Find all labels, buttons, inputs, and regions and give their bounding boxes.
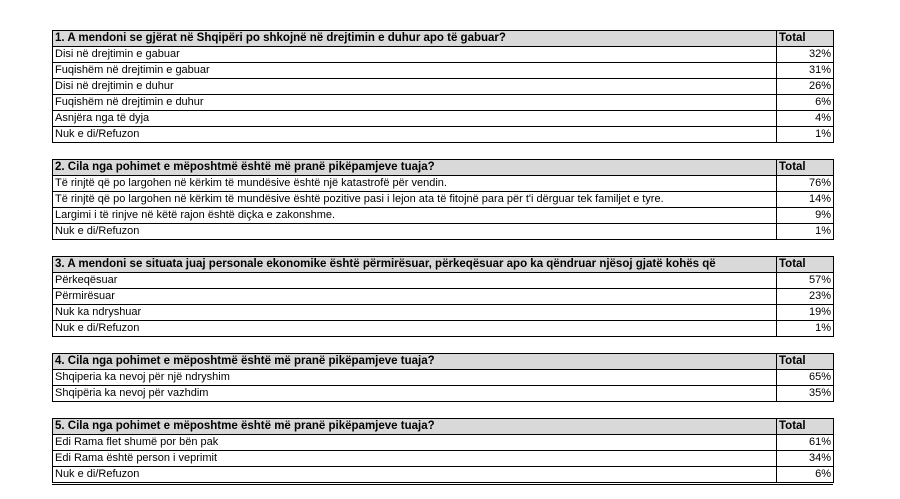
table-row xyxy=(53,370,834,386)
question-text: 4. Cila nga pohimet e mëposhtmë është më pranë pikëpamjeve tuaja? xyxy=(53,354,777,370)
table-row xyxy=(53,305,834,321)
survey-document xyxy=(52,30,833,499)
answer-label: Fuqishëm në drejtimin e gabuar xyxy=(53,63,777,79)
answer-label: Nuk e di/Refuzon xyxy=(53,467,777,483)
question-table-5 xyxy=(52,418,834,483)
answer-value: 1% xyxy=(777,321,834,337)
table-row xyxy=(53,47,834,63)
total-header: Total xyxy=(777,257,834,273)
answer-label: Disi në drejtimin e duhur xyxy=(53,79,777,95)
total-header: Total xyxy=(777,419,834,435)
answer-value: 61% xyxy=(777,435,834,451)
question-header xyxy=(53,257,834,273)
question-header xyxy=(53,419,834,435)
answer-label: Shqipëria ka nevoj për vazhdim xyxy=(53,386,777,402)
table-row xyxy=(53,95,834,111)
question-text: 5. Cila nga pohimet e mëposhtme është më pranë pikëpamjeve tuaja? xyxy=(53,419,777,435)
question-header xyxy=(53,160,834,176)
answer-value: 1% xyxy=(777,127,834,143)
table-row xyxy=(53,79,834,95)
total-header: Total xyxy=(777,31,834,47)
answer-label: Të rinjtë që po largohen në kërkim të mundësive është pozitive pasi i lejon ata të fitojnë para për t'i dërguar tek familjet e tyre. xyxy=(53,192,777,208)
table-row xyxy=(53,127,834,143)
answer-value: 31% xyxy=(777,63,834,79)
answer-value: 6% xyxy=(777,95,834,111)
answer-label: Nuk e di/Refuzon xyxy=(53,224,777,240)
answer-label: Nuk ka ndryshuar xyxy=(53,305,777,321)
total-header: Total xyxy=(777,160,834,176)
answer-value: 26% xyxy=(777,79,834,95)
table-row xyxy=(53,208,834,224)
table-row xyxy=(53,176,834,192)
answer-label: Nuk e di/Refuzon xyxy=(53,127,777,143)
total-header: Total xyxy=(777,354,834,370)
table-row xyxy=(53,435,834,451)
answer-label: Edi Rama flet shumë por bën pak xyxy=(53,435,777,451)
question-table-4 xyxy=(52,353,834,402)
answer-label: Përmirësuar xyxy=(53,289,777,305)
question-text: 3. A mendoni se situata juaj personale ekonomike është përmirësuar, përkeqësuar apo ka qëndruar njësoj gjatë kohës që xyxy=(53,257,777,273)
answer-value: 34% xyxy=(777,451,834,467)
question-text: 1. A mendoni se gjërat në Shqipëri po shkojnë në drejtimin e duhur apo të gabuar? xyxy=(53,31,777,47)
table-row xyxy=(53,273,834,289)
answer-value: 32% xyxy=(777,47,834,63)
answer-value: 65% xyxy=(777,370,834,386)
table-row xyxy=(53,467,834,483)
table-row xyxy=(53,192,834,208)
answer-label: Shqiperia ka nevoj për një ndryshim xyxy=(53,370,777,386)
answer-value: 14% xyxy=(777,192,834,208)
table-row xyxy=(53,386,834,402)
answer-label: Largimi i të rinjve në këtë rajon është diçka e zakonshme. xyxy=(53,208,777,224)
table-row xyxy=(53,321,834,337)
answer-value: 1% xyxy=(777,224,834,240)
table-row xyxy=(53,224,834,240)
table-row xyxy=(53,289,834,305)
answer-value: 23% xyxy=(777,289,834,305)
answer-value: 76% xyxy=(777,176,834,192)
answer-value: 4% xyxy=(777,111,834,127)
question-table-1 xyxy=(52,30,834,143)
answer-value: 35% xyxy=(777,386,834,402)
answer-label: Asnjëra nga të dyja xyxy=(53,111,777,127)
answer-value: 9% xyxy=(777,208,834,224)
table-row xyxy=(53,63,834,79)
answer-label: Fuqishëm në drejtimin e duhur xyxy=(53,95,777,111)
table-row xyxy=(53,111,834,127)
divider xyxy=(52,484,833,485)
answer-label: Nuk e di/Refuzon xyxy=(53,321,777,337)
question-text: 2. Cila nga pohimet e mëposhtmë është më pranë pikëpamjeve tuaja? xyxy=(53,160,777,176)
answer-value: 6% xyxy=(777,467,834,483)
answer-label: Përkeqësuar xyxy=(53,273,777,289)
question-table-3 xyxy=(52,256,834,337)
answer-label: Edi Rama është person i veprimit xyxy=(53,451,777,467)
answer-label: Disi në drejtimin e gabuar xyxy=(53,47,777,63)
answer-value: 57% xyxy=(777,273,834,289)
question-header xyxy=(53,31,834,47)
answer-label: Të rinjtë që po largohen në kërkim të mundësive është një katastrofë për vendin. xyxy=(53,176,777,192)
question-table-2 xyxy=(52,159,834,240)
question-header xyxy=(53,354,834,370)
table-row xyxy=(53,451,834,467)
answer-value: 19% xyxy=(777,305,834,321)
